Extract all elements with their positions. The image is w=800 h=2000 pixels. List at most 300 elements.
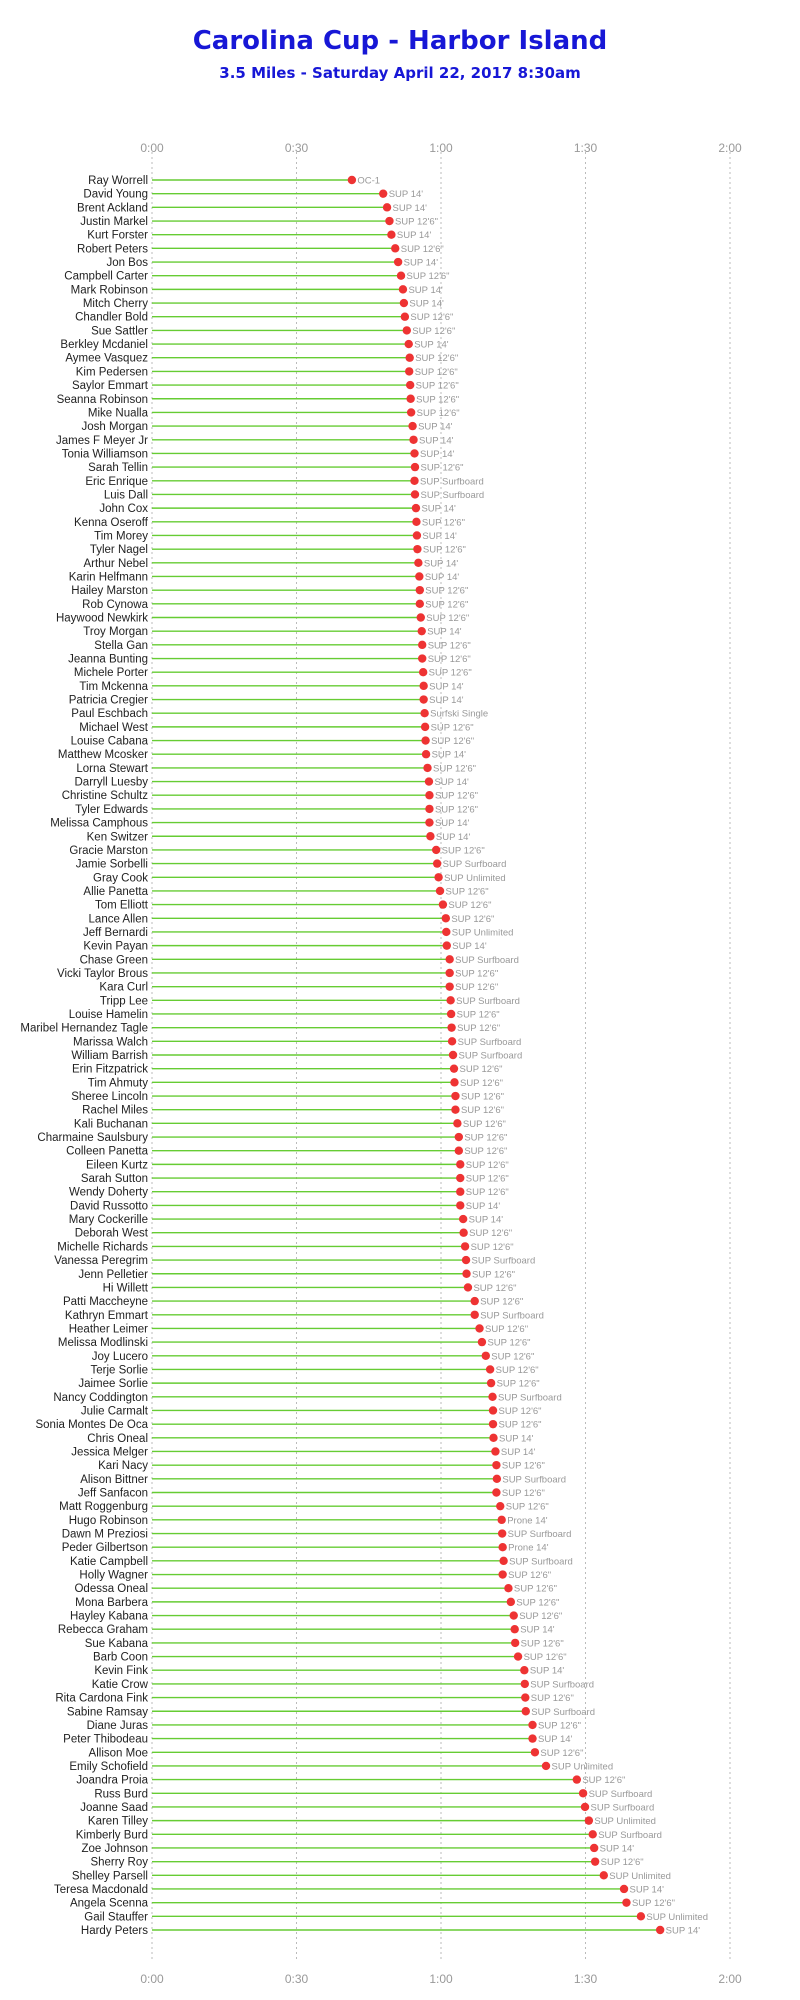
result-dot — [579, 1789, 587, 1797]
class-label: SUP 14' — [420, 448, 455, 460]
racer-name: Arthur Nebel — [83, 557, 148, 570]
racer-name: Kari Nacy — [98, 1460, 148, 1473]
class-label: SUP Surfboard — [588, 1788, 653, 1800]
racer-name: Sheree Lincoln — [71, 1091, 148, 1104]
class-label: SUP 12'6" — [505, 1501, 549, 1513]
racer-name: Kevin Fink — [94, 1665, 148, 1678]
result-dot — [406, 381, 414, 389]
result-dot — [498, 1543, 506, 1551]
class-label: SUP Surfboard — [420, 476, 484, 488]
result-dot — [487, 1379, 495, 1387]
result-dot — [600, 1871, 608, 1879]
result-dot — [409, 436, 417, 444]
result-dot — [413, 545, 421, 553]
racer-name: Vicki Taylor Brous — [57, 967, 148, 980]
racer-name: Rita Cardona Fink — [55, 1692, 148, 1705]
result-dot — [522, 1707, 530, 1715]
class-label: SUP 14' — [499, 1433, 534, 1445]
class-label: SUP 14' — [403, 257, 439, 269]
class-label: SUP 12'6" — [422, 544, 466, 556]
class-label: SUP Surfboard — [420, 489, 485, 501]
class-label: SUP 12'6" — [498, 1405, 542, 1417]
result-dot — [528, 1734, 536, 1742]
racer-name: Sarah Sutton — [80, 1173, 148, 1186]
racer-name: Melissa Modlinski — [57, 1337, 148, 1350]
class-label: SUP 12'6" — [480, 1296, 524, 1308]
racer-name: Luis Dall — [103, 489, 148, 502]
class-label: SUP 12'6" — [460, 1091, 504, 1103]
racer-name: Ken Switzer — [86, 831, 148, 844]
racer-name: Jenn Pelletier — [78, 1268, 148, 1281]
result-dot — [397, 272, 405, 280]
racer-name: David Russotto — [70, 1200, 148, 1213]
class-label: SUP 12'6" — [415, 353, 459, 365]
result-dot — [422, 750, 430, 758]
result-dot — [391, 244, 399, 252]
class-label: SUP Surfboard — [531, 1706, 596, 1718]
result-dot — [445, 969, 453, 977]
x-tick-label-top: 1:30 — [573, 141, 598, 155]
class-label: SUP 12'6" — [582, 1775, 626, 1787]
racer-name: Kenna Oseroff — [74, 516, 148, 529]
class-label: SUP 12'6" — [469, 1228, 513, 1240]
result-dot — [498, 1529, 506, 1537]
racer-name: Tim Mckenna — [79, 680, 148, 693]
racer-name: Allison Moe — [88, 1747, 148, 1760]
result-dot — [451, 1092, 459, 1100]
class-label: SUP 12'6" — [416, 394, 460, 406]
racer-name: Hardy Peters — [80, 1925, 148, 1937]
racer-name: Sue Kabana — [84, 1637, 148, 1650]
class-label: SUP Surfboard — [457, 1036, 522, 1048]
class-label: SUP 12'6" — [519, 1611, 563, 1623]
racer-name: Joy Lucero — [91, 1350, 148, 1363]
result-dot — [489, 1434, 497, 1442]
racer-name: Kevin Payan — [83, 940, 148, 953]
stems — [152, 180, 660, 1930]
class-label: SUP 14' — [388, 189, 424, 201]
racer-name: Jon Bos — [106, 257, 148, 270]
class-label: SUP 12'6" — [516, 1597, 560, 1609]
racer-name: Hayley Kabana — [70, 1610, 148, 1623]
result-dot — [421, 723, 429, 731]
result-dot — [459, 1229, 467, 1237]
racer-name: Robert Peters — [77, 243, 148, 256]
result-dot — [504, 1584, 512, 1592]
result-dot — [471, 1311, 479, 1319]
class-label: SUP 14' — [422, 530, 457, 542]
class-label: SUP 12'6" — [456, 1009, 500, 1021]
racer-name: Karin Helfmann — [68, 571, 148, 584]
class-label: SUP 12'6" — [428, 667, 472, 679]
class-label: SUP Surfboard — [598, 1829, 662, 1841]
racer-name: Kara Curl — [99, 981, 148, 994]
racer-name: Eileen Kurtz — [85, 1159, 148, 1172]
class-label: SUP Surfboard — [509, 1556, 573, 1568]
racer-name: Heather Leimer — [68, 1323, 148, 1336]
racer-name: Katie Campbell — [70, 1555, 148, 1568]
racer-name: Zoe Johnson — [81, 1842, 148, 1855]
racer-name: Brent Ackland — [77, 202, 148, 215]
racer-name: Jeanna Bunting — [68, 653, 148, 666]
racer-name: Karen Tilley — [87, 1815, 148, 1828]
x-tick-label-top: 0:00 — [140, 141, 164, 155]
class-label: SUP 12'6" — [441, 845, 485, 857]
x-tick-label-bottom: 0:00 — [140, 1972, 164, 1986]
class-label: SUP 12'6" — [540, 1747, 584, 1759]
result-dot — [462, 1270, 470, 1278]
result-dot — [456, 1188, 464, 1196]
result-dot — [620, 1885, 628, 1893]
racer-name: Chris Oneal — [87, 1432, 148, 1445]
class-label: SUP 14' — [427, 626, 462, 638]
result-dot — [413, 531, 421, 539]
class-label: SUP 12'6" — [455, 982, 499, 994]
class-label: SUP 12'6" — [412, 325, 456, 337]
racer-name: Matt Roggenburg — [59, 1501, 148, 1514]
result-dot — [436, 887, 444, 895]
result-dot — [471, 1297, 479, 1305]
result-dot — [419, 668, 427, 676]
racer-name: Diane Juras — [86, 1719, 148, 1732]
result-dot — [418, 641, 426, 649]
result-dot — [591, 1857, 599, 1865]
x-tick-label-bottom: 0:30 — [284, 1972, 309, 1986]
class-label: SUP 12'6" — [425, 585, 469, 597]
racer-name: Mona Barbera — [75, 1596, 148, 1609]
racer-name: Mike Nualla — [87, 407, 148, 420]
result-dot — [511, 1639, 519, 1647]
result-dot — [408, 422, 416, 430]
result-dot — [416, 586, 424, 594]
x-tick-label-bottom: 1:00 — [429, 1972, 453, 1986]
class-label: SUP 12'6" — [523, 1652, 567, 1664]
racer-name: Joandra Proia — [76, 1774, 148, 1787]
racer-name: Paul Eschbach — [71, 708, 148, 721]
racer-names — [20, 175, 148, 1937]
class-label: SUP 12'6" — [414, 366, 458, 378]
result-dot — [448, 1037, 456, 1045]
result-dot — [462, 1256, 470, 1264]
class-label: SUP 14' — [423, 558, 459, 570]
class-label: SUP 12'6" — [420, 462, 464, 474]
class-label: SUP 14' — [434, 818, 470, 830]
racer-name: Tyler Edwards — [75, 803, 148, 816]
result-dot — [420, 709, 428, 717]
result-dot — [401, 313, 409, 321]
class-label: SUP 14' — [465, 1200, 501, 1212]
racer-name: Russ Burd — [94, 1788, 148, 1801]
racer-name: Peder Gilbertson — [61, 1542, 148, 1555]
class-label: SUP 14' — [665, 1925, 701, 1937]
racer-name: Chase Green — [79, 954, 148, 967]
bottom-x-axis — [140, 1972, 742, 1986]
class-label: SUP 14' — [599, 1843, 635, 1855]
result-dot — [410, 477, 418, 485]
result-dot — [478, 1338, 486, 1346]
result-dot — [442, 914, 450, 922]
class-label: Surfski Single — [430, 708, 489, 720]
class-label: SUP 12'6" — [498, 1419, 542, 1431]
class-label: SUP 14' — [431, 749, 466, 761]
result-dot — [488, 1393, 496, 1401]
racer-name: Rob Cynowa — [82, 598, 148, 611]
class-label: SUP 14' — [434, 777, 469, 789]
result-dot — [498, 1570, 506, 1578]
class-label: SUP Surfboard — [498, 1392, 562, 1404]
result-dot — [656, 1926, 664, 1934]
racer-name: Nancy Coddington — [53, 1391, 148, 1404]
class-label: SUP 12'6" — [520, 1638, 564, 1650]
racer-name: Sonia Montes De Oca — [35, 1419, 148, 1432]
class-label: SUP 12'6" — [530, 1693, 574, 1705]
racer-name: David Young — [83, 188, 148, 201]
class-label: SUP 14' — [392, 202, 427, 214]
racer-name: William Barrish — [71, 1050, 148, 1062]
racer-name: Tyler Nagel — [89, 544, 148, 557]
class-label: SUP 12'6" — [416, 407, 460, 419]
x-tick-label-top: 2:00 — [718, 141, 742, 155]
class-label: SUP 12'6" — [491, 1351, 535, 1363]
racer-name: Rebecca Graham — [57, 1624, 148, 1637]
result-dot — [403, 326, 411, 334]
result-dot — [637, 1912, 645, 1920]
result-dot — [528, 1721, 536, 1729]
class-label: SUP Surfboard — [471, 1255, 536, 1267]
racer-name: Tom Elliott — [94, 899, 148, 912]
x-tick-label-bottom: 1:30 — [573, 1972, 598, 1986]
result-dot — [416, 600, 424, 608]
racer-name: Marissa Walch — [73, 1036, 148, 1049]
class-label: SUP 12'6" — [445, 886, 489, 898]
class-label: SUP 12'6" — [427, 640, 471, 652]
result-dot — [446, 996, 454, 1004]
racer-name: Gray Cook — [93, 872, 148, 885]
result-dot — [433, 859, 441, 867]
result-dot — [521, 1680, 529, 1688]
class-label: SUP 12'6" — [427, 654, 471, 666]
racer-name: Tim Ahmuty — [87, 1077, 148, 1090]
result-dot — [405, 340, 413, 348]
racer-name: Gail Stauffer — [84, 1911, 148, 1924]
class-label: SUP 14' — [429, 681, 464, 693]
class-label: SUP 12'6" — [459, 1077, 504, 1089]
result-dot — [521, 1693, 529, 1701]
result-dot — [447, 1010, 455, 1018]
result-dot — [453, 1119, 461, 1127]
racer-name: Joanne Saad — [80, 1801, 148, 1814]
result-dot — [542, 1762, 550, 1770]
result-dot — [492, 1488, 500, 1496]
result-dot — [622, 1898, 630, 1906]
class-label: SUP 14' — [468, 1214, 504, 1226]
class-label: SUP 12'6" — [430, 722, 474, 734]
racer-name: Hugo Robinson — [68, 1514, 148, 1527]
result-dot — [419, 682, 427, 690]
class-label: SUP 14' — [421, 503, 456, 515]
class-label: SUP 14' — [414, 339, 449, 351]
racer-name: Christine Schultz — [61, 790, 148, 803]
class-label: SUP 14' — [629, 1884, 664, 1896]
class-label: SUP Unlimited — [451, 927, 514, 939]
racer-name: Charmaine Saulsbury — [37, 1132, 148, 1145]
result-dot — [447, 1023, 455, 1031]
racer-name: Wendy Doherty — [68, 1186, 148, 1199]
result-dot — [423, 764, 431, 772]
racer-name: Michelle Richards — [57, 1241, 148, 1254]
class-label: SUP 12'6" — [394, 216, 439, 228]
result-dot — [425, 791, 433, 799]
result-dot — [419, 695, 427, 703]
racer-name: Deborah West — [74, 1227, 148, 1240]
result-dot — [581, 1803, 589, 1811]
class-label: SUP 12'6" — [513, 1583, 557, 1595]
class-label: SUP 12'6" — [495, 1364, 539, 1376]
x-tick-label-top: 0:30 — [284, 141, 309, 155]
result-dot — [385, 217, 393, 225]
result-dot — [531, 1748, 539, 1756]
racer-name: Stella Gan — [94, 639, 148, 652]
result-dot — [491, 1447, 499, 1455]
racer-name: Holly Wagner — [79, 1569, 148, 1582]
class-label: SUP 12'6" — [464, 1132, 508, 1144]
result-dot — [450, 1064, 458, 1072]
racer-name: Allie Panetta — [83, 885, 148, 898]
racer-name: Mary Cockerille — [68, 1214, 148, 1227]
racer-name: Hi Willett — [102, 1282, 148, 1295]
racer-name: Sherry Roy — [90, 1856, 148, 1869]
racer-name: Lance Allen — [88, 913, 148, 926]
result-dot — [412, 504, 420, 512]
racer-name: Sue Sattler — [91, 325, 148, 338]
chart-title: Carolina Cup - Harbor Island — [192, 26, 608, 56]
racer-name: Erin Fitzpatrick — [71, 1063, 148, 1076]
class-label: SUP Unlimited — [444, 872, 506, 884]
racer-name: Teresa Macdonald — [54, 1883, 148, 1896]
class-label: SUP 12'6" — [538, 1720, 582, 1732]
racer-name: Justin Markel — [80, 216, 148, 229]
result-dot — [573, 1775, 581, 1783]
racer-name: Vanessa Peregrim — [54, 1255, 148, 1268]
class-label: SUP 12'6" — [470, 1241, 514, 1253]
racer-name: Eric Enrique — [85, 475, 148, 488]
result-dot — [405, 367, 413, 375]
racer-name: Louise Hamelin — [68, 1008, 148, 1021]
result-dot — [507, 1598, 515, 1606]
class-label: SUP Surfboard — [530, 1679, 595, 1691]
racer-name: Shelley Parsell — [71, 1870, 148, 1883]
class-label: SUP 14' — [538, 1734, 573, 1746]
class-label: SUP 14' — [418, 421, 453, 433]
result-dot — [464, 1283, 472, 1291]
class-label: SUP 14' — [396, 230, 432, 242]
result-dot — [399, 285, 407, 293]
racer-name: Katie Crow — [91, 1678, 148, 1691]
racer-name: Patricia Cregier — [68, 694, 148, 707]
class-label: SUP Unlimited — [609, 1870, 671, 1882]
result-dot — [514, 1652, 522, 1660]
racer-name: Kim Pedersen — [75, 366, 148, 379]
racer-name: Darryll Luesby — [74, 776, 148, 789]
racer-name: Colleen Panetta — [66, 1145, 148, 1158]
class-label: SUP 12'6" — [425, 599, 469, 611]
result-dot — [455, 1147, 463, 1155]
class-label: SUP 14' — [429, 695, 464, 707]
racer-name: Peter Thibodeau — [63, 1733, 148, 1746]
result-dot — [425, 805, 433, 813]
result-dot — [451, 1105, 459, 1113]
racer-name: Kimberly Burd — [75, 1829, 148, 1842]
result-dot — [418, 654, 426, 662]
class-label: SUP Surfboard — [502, 1474, 567, 1486]
racer-name: Aymee Vasquez — [65, 352, 148, 365]
racer-name: Dawn M Preziosi — [61, 1528, 148, 1541]
class-label: SUP 12'6" — [433, 763, 477, 775]
chart-subtitle: 3.5 Miles - Saturday April 22, 2017 8:30am — [219, 64, 581, 82]
racer-name: Haywood Newkirk — [55, 612, 148, 625]
class-label: SUP 12'6" — [415, 380, 459, 392]
class-label: SUP 12'6" — [460, 1105, 504, 1117]
result-dot — [411, 490, 419, 498]
result-dot — [400, 299, 408, 307]
racer-name: Michele Porter — [73, 667, 148, 680]
racer-name: Michael West — [79, 721, 148, 734]
racer-name: Odessa Oneal — [74, 1583, 148, 1596]
racer-name: Chandler Bold — [75, 311, 148, 324]
result-dot — [445, 955, 453, 963]
class-label: SUP Surfboard — [590, 1802, 655, 1814]
class-label: SUP 14' — [419, 435, 454, 447]
result-dot — [456, 1174, 464, 1182]
class-label: SUP 14' — [500, 1446, 536, 1458]
racer-name: Barb Coon — [93, 1651, 148, 1664]
result-dot — [412, 518, 420, 526]
result-dot — [383, 203, 391, 211]
class-label: SUP 12'6" — [485, 1323, 529, 1335]
racer-name: Seanna Robinson — [56, 393, 148, 406]
result-dot — [450, 1078, 458, 1086]
result-dot — [445, 982, 453, 990]
class-label: SUP Unlimited — [646, 1911, 709, 1923]
class-label: SUP 14' — [424, 571, 460, 583]
racer-name: Patti Maccheyne — [62, 1296, 148, 1309]
racer-name: Tripp Lee — [99, 995, 148, 1008]
result-dot — [406, 395, 414, 403]
result-dot — [434, 873, 442, 881]
class-label: SUP 12'6" — [448, 900, 492, 912]
class-label: SUP 12'6" — [434, 804, 478, 816]
result-dot — [417, 613, 425, 621]
class-label: SUP 12'6" — [431, 736, 475, 748]
racer-name: Jessica Melger — [71, 1446, 148, 1459]
racer-name: Jaimee Sorlie — [78, 1378, 148, 1391]
result-dot — [411, 463, 419, 471]
class-label: SUP 12'6" — [501, 1460, 545, 1472]
class-label: SUP 14' — [452, 941, 487, 953]
racer-name: Sarah Tellin — [88, 462, 148, 475]
result-dot — [510, 1625, 518, 1633]
result-dot — [493, 1475, 501, 1483]
result-dot — [394, 258, 402, 266]
result-dot — [421, 736, 429, 744]
class-label: SUP 12'6" — [426, 613, 470, 624]
class-label: SUP 12'6" — [434, 790, 478, 802]
class-label: SUP Surfboard — [442, 859, 507, 871]
racer-name: Josh Morgan — [81, 421, 148, 434]
result-dot — [449, 1051, 457, 1059]
class-label: SUP 12'6" — [410, 312, 454, 324]
racer-name: Kathryn Emmart — [64, 1309, 148, 1322]
